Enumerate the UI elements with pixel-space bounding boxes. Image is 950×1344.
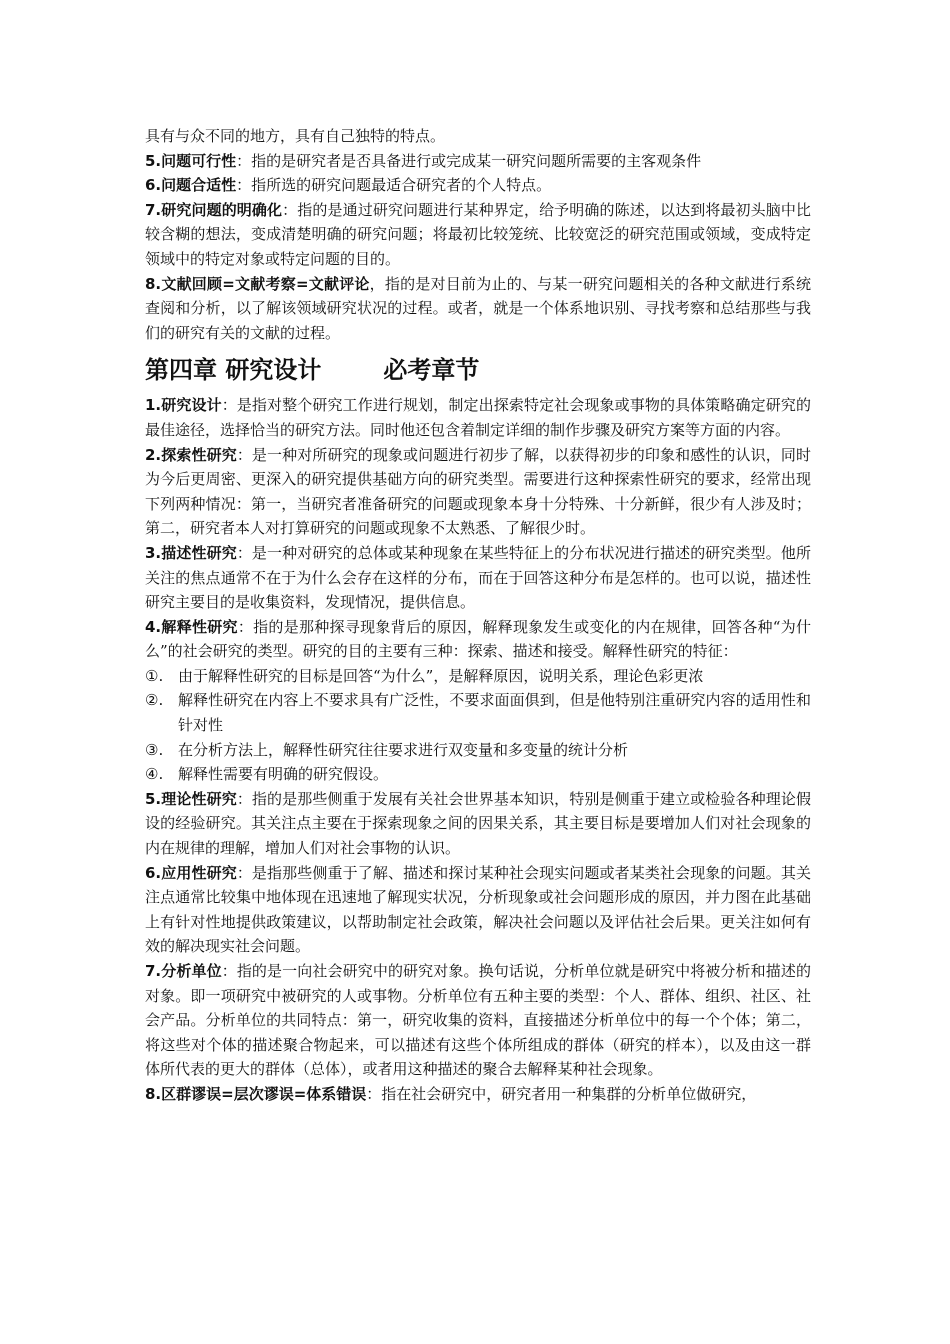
definition-text: ：指的是研究者是否具备进行或完成某一研究问题所需要的主客观条件	[236, 151, 702, 170]
definition-text: ：指的是那种探寻现象背后的原因，解释现象发生或变化的内在规律，回答各种“为什么”的社会研究的类型。研究的目的主要有三种：探索、描述和接受。解释性研究的特征：	[145, 617, 811, 661]
document-page	[145, 124, 811, 1107]
definition-research-design	[145, 393, 811, 442]
term-label: 8.文献回顾=文献考察=文献评论	[145, 274, 370, 293]
chapter-heading	[145, 355, 811, 385]
section-top	[145, 124, 811, 345]
paragraph-text: 具有与众不同的地方，具有自己独特的特点。	[145, 127, 446, 145]
definition-ecological-fallacy	[145, 1082, 811, 1107]
section-chapter-four	[145, 393, 811, 1106]
definition-text: ：指的是通过研究问题进行某种界定，给予明确的陈述，以达到将最初头脑中比较含糊的想法，变成清楚明确的研究问题；将最初比较笼统、比较宽泛的研究范围或领域，变成特定领域中的特定对象或特定问题的目的。	[145, 200, 811, 268]
list-item-text: 解释性研究在内容上不要求具有广泛性，不要求面面俱到，但是他特别注重研究内容的适用性和针对性	[178, 691, 811, 735]
chapter-title: 第四章 研究设计	[145, 356, 322, 385]
definition-problem-clarification	[145, 198, 811, 272]
term-label: 4.解释性研究	[145, 617, 238, 636]
list-marker: ③.	[145, 740, 164, 759]
term-label: 5.问题可行性	[145, 151, 237, 170]
term-label: 1.研究设计	[145, 396, 222, 415]
list-marker: ④.	[145, 765, 164, 784]
explanatory-features-list	[145, 664, 811, 787]
definition-exploratory-research	[145, 443, 811, 541]
definition-problem-suitability	[145, 173, 811, 198]
term-label: 7.分析单位	[145, 962, 222, 980]
definition-literature-review	[145, 272, 811, 346]
term-label: 3.描述性研究	[145, 543, 237, 562]
definition-unit-of-analysis	[145, 959, 811, 1082]
list-marker: ①.	[145, 666, 164, 685]
list-item	[145, 762, 811, 787]
list-item	[145, 688, 811, 737]
definition-text: ：是一种对研究的总体或某种现象在某些特征上的分布状况进行描述的研究类型。他所关注的焦点通常不在于为什么会存在这样的分布，而在于回答这种分布是怎样的。也可以说，描述性研究主要目的是收集资料，发现情况，提供信息。	[145, 543, 811, 612]
definition-text: ：指在社会研究中，研究者用一种集群的分析单位做研究，	[366, 1084, 757, 1103]
list-item	[145, 664, 811, 689]
definition-descriptive-research	[145, 541, 811, 615]
definition-text: ，指的是对目前为止的、与某一研究问题相关的各种文献进行系统查阅和分析，以了解该领域研究状况的过程。或者，就是一个体系地识别、寻找考察和总结那些与我们的研究有关的文献的过程。	[145, 274, 811, 342]
term-label: 5.理论性研究	[145, 789, 237, 808]
definition-problem-feasibility	[145, 149, 811, 174]
term-label: 6.应用性研究	[145, 863, 237, 882]
definition-text: ：是指那些侧重于了解、描述和探讨某种社会现实问题或者某类社会现象的问题。其关注点通常比较集中地体现在迅速地了解现实状况，分析现象或社会问题形成的原因，并力图在此基础上有针对性地提供政策建议，以帮助制定社会政策，解决社会问题以及评估社会后果。更关注如何有效的解决现实社会问题。	[145, 863, 811, 956]
term-label: 6.问题合适性	[145, 176, 237, 195]
list-marker: ②.	[145, 691, 164, 710]
list-item-text: 由于解释性研究的目标是回答“为什么”，是解释原因，说明关系，理论色彩更浓	[178, 666, 704, 685]
definition-text: ：指的是那些侧重于发展有关社会世界基本知识，特别是侧重于建立或检验各种理论假设的经验研究。其关注点主要在于探索现象之间的因果关系，其主要目标是要增加人们对社会现象的内在规律的理解，增加人们对社会事物的认识。	[145, 789, 811, 858]
list-item-text: 解释性需要有明确的研究假设。	[178, 765, 389, 784]
list-item-text: 在分析方法上，解释性研究往往要求进行双变量和多变量的统计分析	[178, 740, 629, 759]
definition-theoretical-research	[145, 787, 811, 861]
term-label: 8.区群谬误=层次谬误=体系错误	[145, 1084, 367, 1103]
definition-text: ：是指对整个研究工作进行规划，制定出探索特定社会现象或事物的具体策略确定研究的最佳途径，选择恰当的研究方法。同时他还包含着制定详细的制作步骤及研究方案等方面的内容。	[145, 396, 811, 439]
definition-explanatory-research	[145, 615, 811, 664]
definition-text: ：指所选的研究问题最适合研究者的个人特点。	[236, 176, 552, 195]
definition-applied-research	[145, 861, 811, 959]
paragraph-continuation	[145, 124, 811, 149]
term-label: 2.探索性研究	[145, 445, 237, 464]
definition-text: ：是一种对所研究的现象或问题进行初步了解，以获得初步的印象和感性的认识，同时为今后更周密、更深入的研究提供基础方向的研究类型。需要进行这种探索性研究的要求，经常出现下列两种情况：第一，当研究者准备研究的问题或现象本身十分特殊、十分新鲜，很少有人涉及时；第二，研究者本人对打算研究的问题或现象不太熟悉、了解很少时。	[145, 445, 811, 538]
term-label: 7.研究问题的明确化	[145, 200, 283, 219]
list-item	[145, 738, 811, 763]
chapter-note: 必考章节	[383, 356, 480, 385]
definition-text: ：指的是一向社会研究中的研究对象。换句话说，分析单位就是研究中将被分析和描述的对象。即一项研究中被研究的人或事物。分析单位有五种主要的类型：个人、群体、组织、社区、社会产品。分析单位的共同特点：第一，研究收集的资料，直接描述分析单位中的每一个个体；第二，将这些对个体的描述聚合物起来，可以描述有这些个体所组成的群体（研究的样本），以及由这一群体所代表的更大的群体（总体），或者用这种描述的聚合去解释某种社会现象。	[145, 962, 811, 1079]
